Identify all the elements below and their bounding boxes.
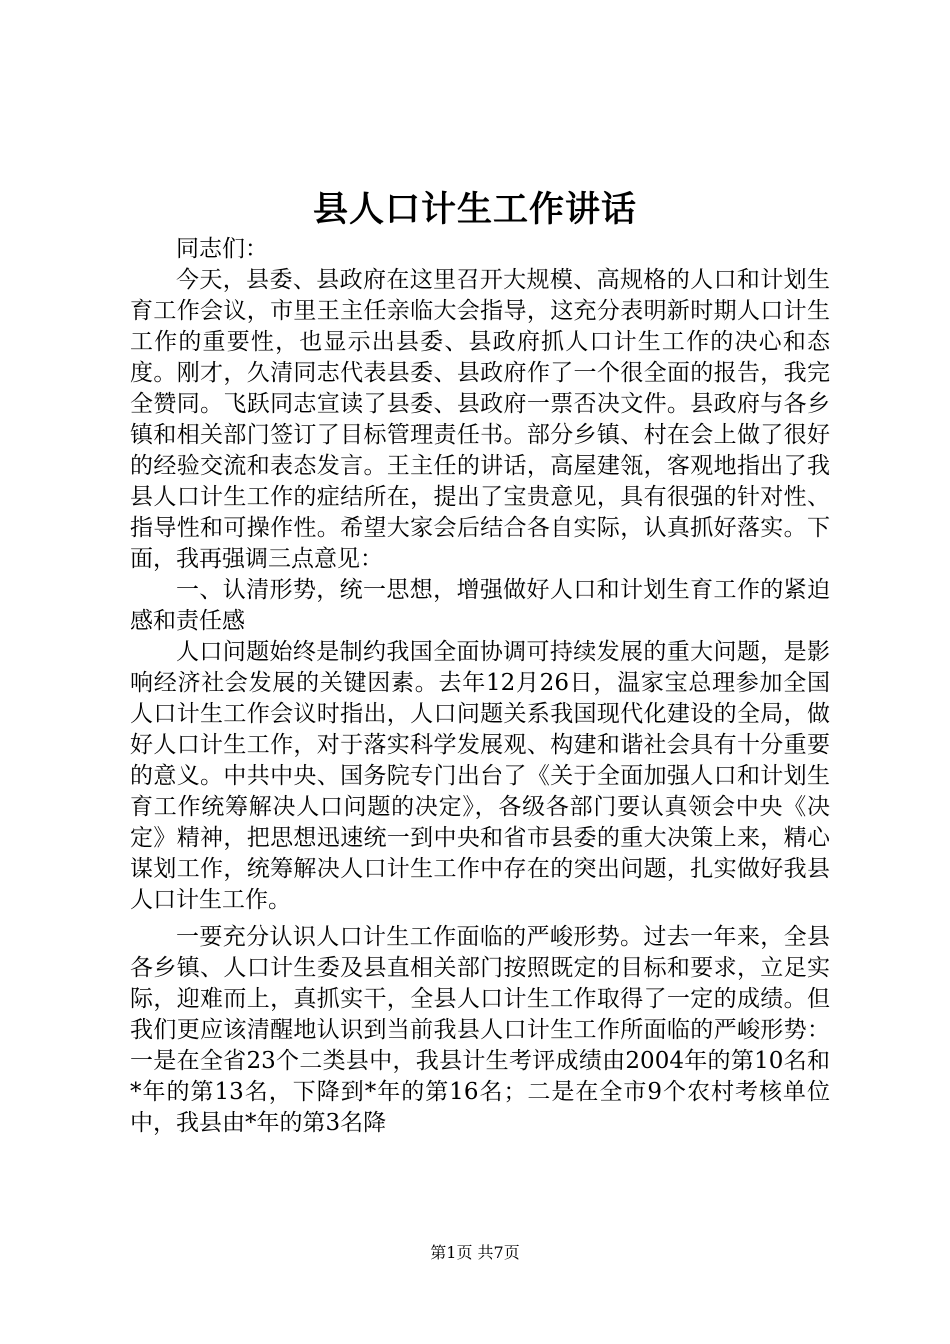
body-paragraph: 人口问题始终是制约我国全面协调可持续发展的重大问题，是影响经济社会发展的关键因素。去年12月26日，温家宝总理参加全国人口计生工作会议时指出，人口问题关系我国现代化建设的全局，做好人口计生工作，对于落实科学发展观、构建和谐社会具有十分重要的意义。中共中央、国务院专门出台了《关于全面加强人口和计划生育工作统筹解决人口问题的决定》，各级各部门要认真领会中央《决定》精神，把思想迅速统一到中央和省市县委的重大决策上来，精心谋划工作，统筹解决人口计生工作中存在的突出问题，扎实做好我县人口计生工作。	[130, 639, 830, 913]
document-title: 县人口计生工作讲话	[312, 189, 637, 230]
body-paragraph: 一要充分认识人口计生工作面临的严峻形势。过去一年来，全县各乡镇、人口计生委及县直相关部门按照既定的目标和要求，立足实际，迎难而上，真抓实干，全县人口计生工作取得了一定的成绩。但我们更应该清醒地认识到当前我县人口计生工作所面临的严峻形势：一是在全省23个二类县中，我县计生考评成绩由2004年的第10名和*年的第13名，下降到*年的第16名；二是在全市9个农村考核单位中，我县由*年的第3名降	[130, 924, 830, 1136]
opening-paragraph: 今天，县委、县政府在这里召开大规模、高规格的人口和计划生育工作会议，市里王主任亲临大会指导，这充分表明新时期人口计生工作的重要性，也显示出县委、县政府抓人口计生工作的决心和态度。刚才，久清同志代表县委、县政府作了一个很全面的报告，我完全赞同。飞跃同志宣读了县委、县政府一票否决文件。县政府与各乡镇和相关部门签订了目标管理责任书。部分乡镇、村在会上做了很好的经验交流和表态发言。王主任的讲话，高屋建瓴，客观地指出了我县人口计生工作的症结所在，提出了宝贵意见，具有很强的针对性、指导性和可操作性。希望大家会后结合各自实际，认真抓好落实。下面，我再强调三点意见：	[130, 267, 830, 572]
salutation-paragraph: 同志们：	[176, 236, 268, 262]
page-number-footer: 第1页 共7页	[430, 1243, 520, 1262]
section-heading-1: 一、认清形势，统一思想，增强做好人口和计划生育工作的紧迫感和责任感	[130, 577, 830, 634]
document-body	[130, 234, 830, 1139]
